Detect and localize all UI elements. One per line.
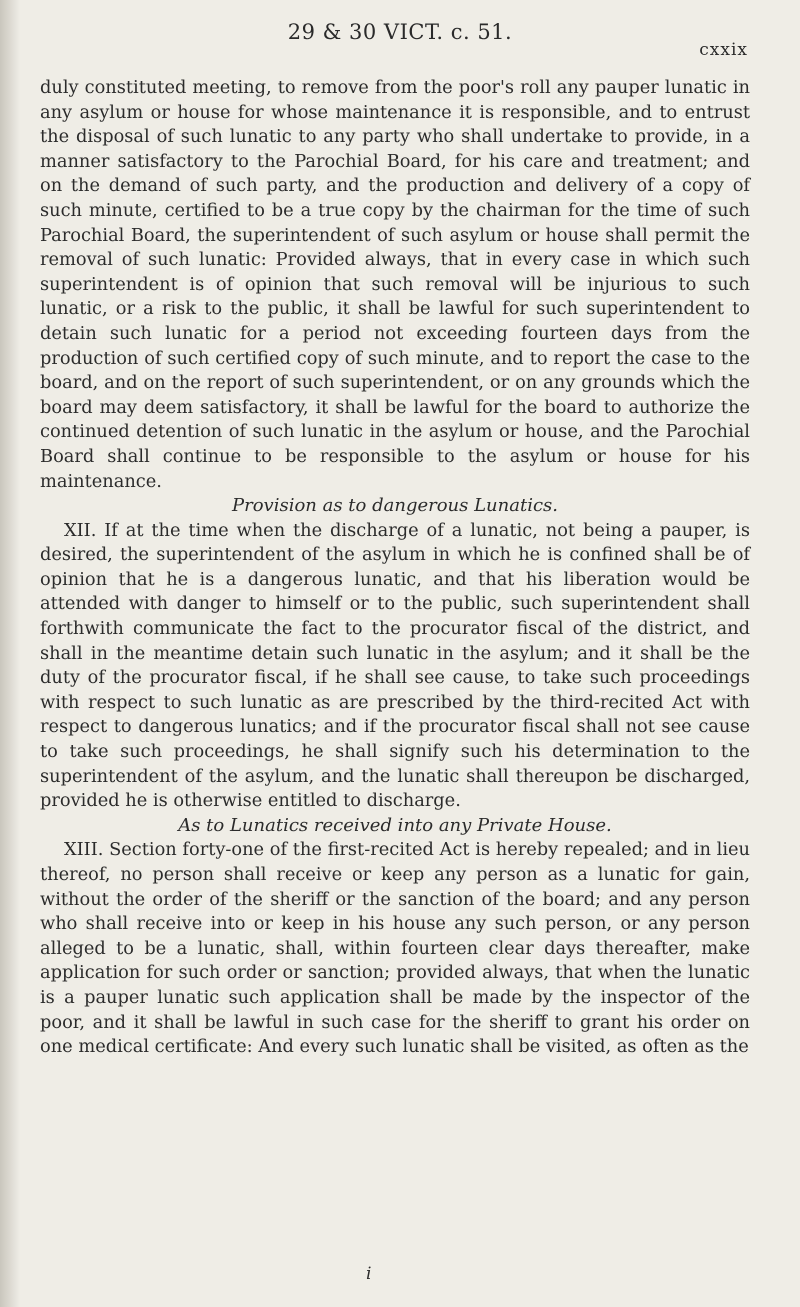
running-head: 29 & 30 VICT. c. 51.	[287, 20, 513, 44]
page-header	[0, 18, 800, 58]
section-heading-private-house: As to Lunatics received into any Private House.	[178, 814, 612, 836]
page-gutter-shadow	[0, 0, 20, 1307]
paragraph-section-xii: XII. If at the time when the discharge of a lunatic, not being a pauper, is desired, the superintendent of the asylum in which he is confined shall be of opinion that he is a dangerous lunatic, and that his liberation would be attended with danger to himself or to the public, such superintendent shall forthwith communicate the fact to the procurator fiscal of the district, and shall in the meantime detain such lunatic in the asylum; and it shall be the duty of the procurator fiscal, if he shall see cause, to take such proceedings with respect to such lunatic as are prescribed by the third-recited Act with respect to dangerous lunatics; and if the procurator fiscal shall not see cause to take such proceedings, he shall signify such his determination to the superintendent of the asylum, and the lunatic shall thereupon be discharged, provided he is otherwise entitled to discharge.	[40, 519, 750, 812]
paragraph-section-xiii: XIII. Section forty-one of the first-recited Act is hereby repealed; and in lieu thereof, no person shall receive or keep any person as a lunatic for gain, without the order of the sheriff or the sanction of the board; and any person who shall receive into or keep in his house any such person, or any person alleged to be a lunatic, shall, within fourteen clear days thereafter, make application for such order or sanction; provided always, that when the lunatic is a pauper lunatic such application shall be made by the inspector of the poor, and it shall be lawful in such case for the sheriff to grant his order on one medical certificate: And every such lunatic shall be visited, as often as the	[40, 839, 750, 1058]
signature-mark: i	[366, 1264, 372, 1284]
page-number: cxxix	[699, 40, 748, 60]
body-text	[40, 76, 750, 1060]
paragraph-continuation: duly constituted meeting, to remove from the poor's roll any pauper lunatic in any asylum or house for whose maintenance it is responsible, and to entrust the disposal of such lunatic to any party who shall undertake to provide, in a manner satisfactory to the Parochial Board, for his care and treatment; and on the demand of such party, and the production and delivery of a copy of such minute, certified to be a true copy by the chairman for the time of such Parochial Board, the superintendent of such asylum or house shall permit the removal of such lunatic: Provided always, that in every case in which such superintendent is of opinion that such removal will be injurious to such lunatic, or a risk to the public, it shall be lawful for such superintendent to detain such lunatic for a period not exceeding fourteen days from the production of such certified copy of such minute, and to report the case to the board, and on the report of such superintendent, or on any grounds which the board may deem satisfactory, it shall be lawful for the board to authorize the continued detention of such lunatic in the asylum or house, and the Parochial Board shall continue to be responsible to the asylum or house for his maintenance.	[40, 77, 750, 492]
section-heading-dangerous-lunatics: Provision as to dangerous Lunatics.	[231, 495, 559, 517]
